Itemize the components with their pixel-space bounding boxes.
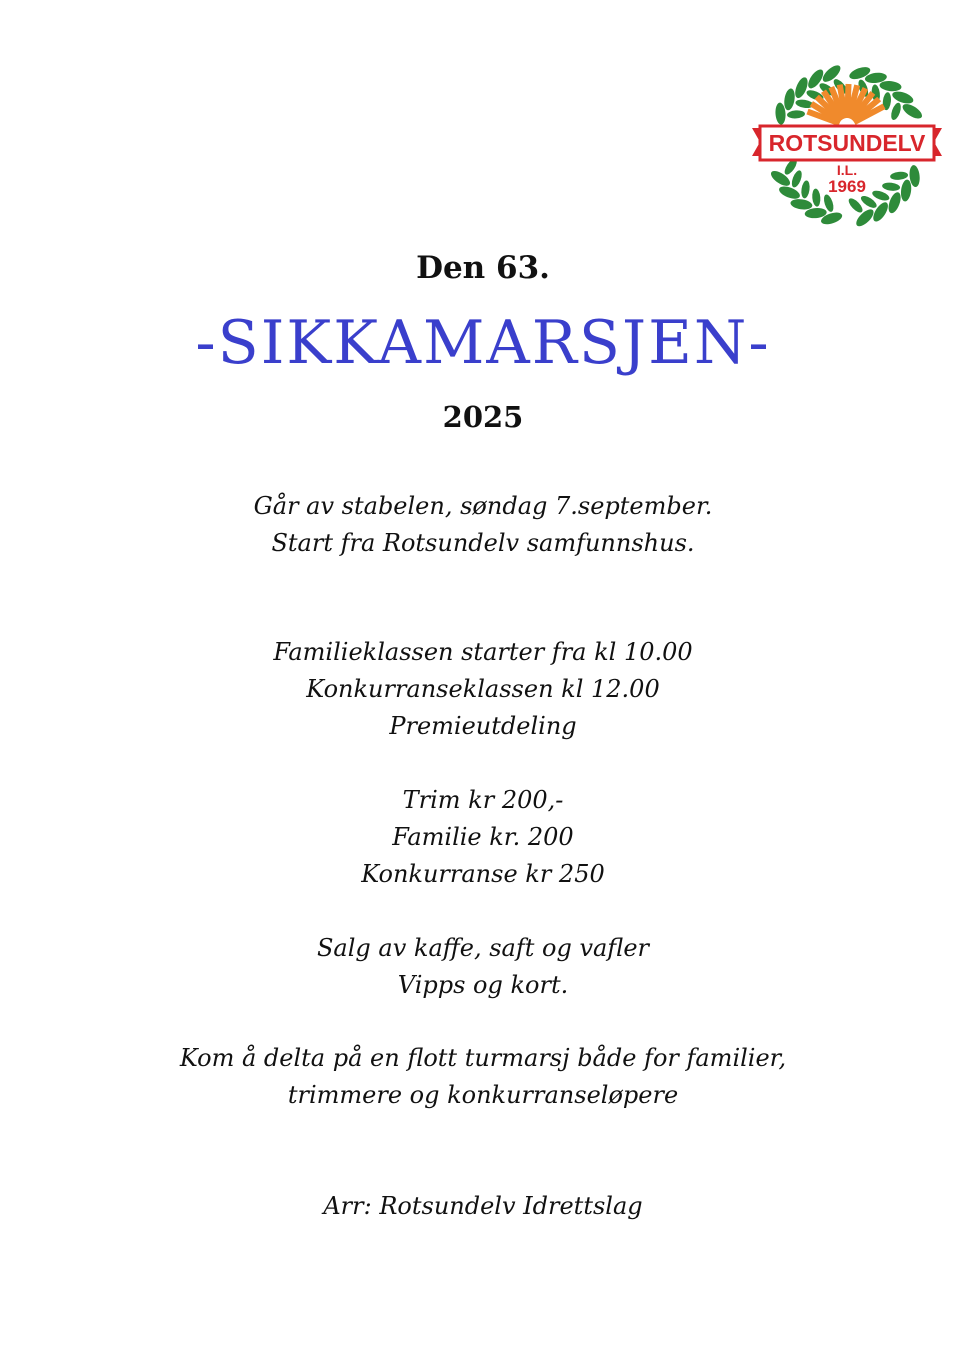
invite-block [0, 1040, 966, 1114]
intro-block [0, 488, 966, 562]
edition-heading: Den 63. [416, 250, 550, 286]
price-family: Familie kr. 200 [392, 823, 574, 851]
sales-payment: Vipps og kort. [397, 971, 569, 999]
intro-start: Start fra Rotsundelv samfunnshus. [271, 529, 695, 557]
club-logo-graphic [750, 56, 944, 236]
organizer: Arr: Rotsundelv Idrettslag [323, 1192, 643, 1220]
club-logo [750, 56, 944, 236]
invite-line-2: trimmere og konkurranseløpere [287, 1081, 679, 1109]
logo-year: 1969 [828, 177, 866, 196]
page-title: -SIKKAMARSJEN- [195, 308, 771, 378]
club-banner [752, 126, 942, 160]
invite-line-1: Kom å delta på en flott turmarsj både for familier, [179, 1044, 787, 1072]
prices-block [0, 782, 966, 893]
intro-date: Går av stabelen, søndag 7.september. [253, 492, 713, 520]
logo-abbr: I.L. [836, 162, 858, 178]
logo-club-name: ROTSUNDELV [768, 130, 926, 156]
schedule-prizes: Premieutdeling [389, 712, 577, 740]
sales-items: Salg av kaffe, saft og vafler [316, 934, 649, 962]
sales-block [0, 930, 966, 1004]
schedule-block [0, 634, 966, 745]
schedule-family: Familieklassen starter fra kl 10.00 [273, 638, 693, 666]
event-year: 2025 [442, 400, 524, 434]
schedule-competition: Konkurranseklassen kl 12.00 [306, 675, 660, 703]
price-trim: Trim kr 200,- [402, 786, 564, 814]
price-competition: Konkurranse kr 250 [361, 860, 605, 888]
